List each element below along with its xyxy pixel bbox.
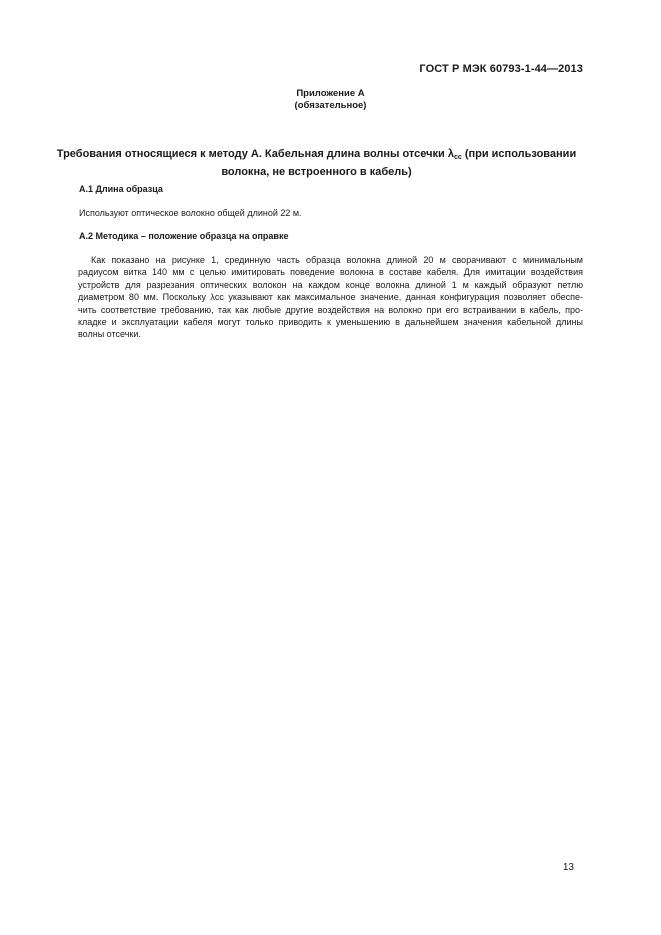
body-line: чить соответствие требованию, так как любые другие воздействия на волокно при его встраивании в кабель, про- (78, 304, 583, 315)
page-number: 13 (562, 862, 574, 873)
subsection-text-a1: Используют оптическое волокно общей длиной 22 м. (79, 208, 302, 218)
subsection-heading-a1: А.1 Длина образца (79, 184, 163, 194)
annex-status: (обязательное) (294, 100, 367, 111)
body-line: диаметром 80 мм. Поскольку λcc указывают как максимальное значение, данная конфигурация позволяет обеспе- (78, 292, 583, 303)
body-line: радиусом витка 140 мм с целью имитировать поведение волокна в составе кабеля. Для имитации воздействия (78, 267, 583, 278)
body-line: кладке и эксплуатации кабеля могут только приводить к уменьшению в дальнейшем значения кабельной длины (78, 317, 583, 328)
section-title-part1: Требования относящиеся к методу А. Кабельная длина волны отсечки λ (56, 148, 454, 160)
subsection-body-a2 (78, 254, 583, 341)
section-title-subscript: cc (453, 154, 462, 161)
document-code: ГОСТ Р МЭК 60793-1-44—2013 (419, 63, 583, 75)
subsection-heading-a2: А.2 Методика – положение образца на оправке (79, 231, 289, 241)
section-title (50, 147, 583, 179)
annex-title: Приложение А (296, 88, 365, 99)
section-title-part2: (при использовании волокна, не встроенного в кабель) (221, 148, 577, 178)
body-line: волны отсечки. (78, 329, 141, 340)
body-line: Как показано на рисунке 1, срединную часть образца волокна длиной 20 м сворачивают с минимальным (91, 255, 583, 265)
body-line: устройств для разрезания оптических волокон на каждом конце волокна длиной 1 м каждый образуют петлю (78, 279, 583, 290)
